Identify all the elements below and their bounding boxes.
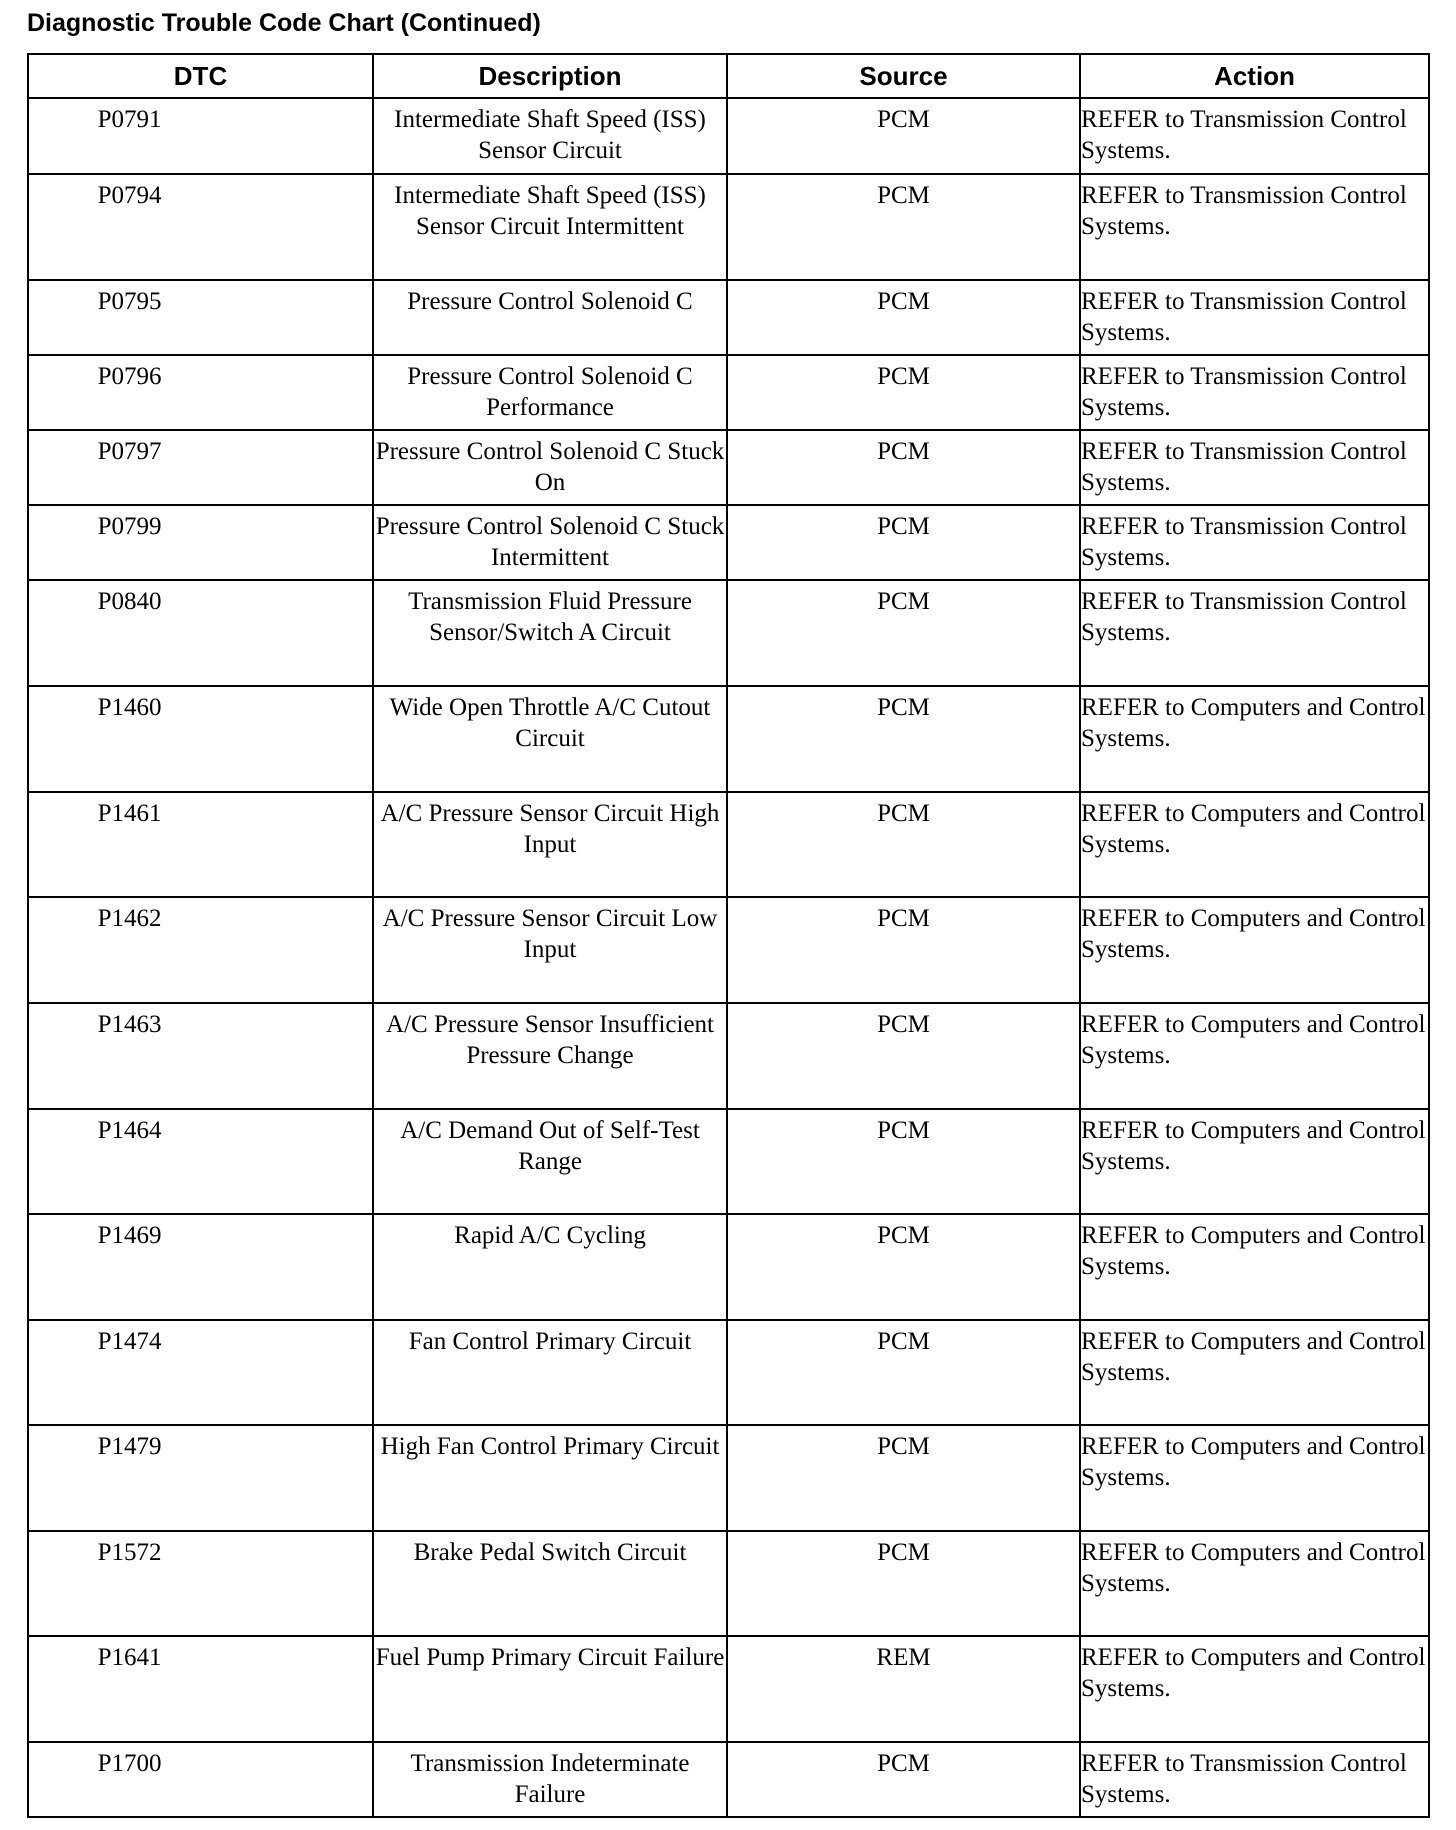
action-cell-text: REFER to Computers and Control Systems. bbox=[1081, 1222, 1426, 1280]
source-cell-text: PCM bbox=[877, 513, 930, 540]
page-title: Diagnostic Trouble Code Chart (Continued) bbox=[27, 9, 541, 37]
table-body bbox=[28, 98, 1429, 1817]
action-cell bbox=[1080, 355, 1429, 430]
action-cell bbox=[1080, 430, 1429, 505]
source-cell bbox=[727, 98, 1080, 174]
dtc-cell bbox=[28, 1320, 373, 1425]
description-cell-text: Fuel Pump Primary Circuit Failure bbox=[375, 1644, 725, 1671]
description-cell bbox=[373, 1531, 727, 1636]
action-cell-text: REFER to Transmission Control Systems. bbox=[1081, 363, 1407, 421]
source-cell bbox=[727, 1636, 1080, 1742]
description-cell bbox=[373, 1742, 727, 1817]
description-cell bbox=[373, 1320, 727, 1425]
description-cell bbox=[373, 897, 727, 1003]
description-cell bbox=[373, 686, 727, 792]
source-cell-text: REM bbox=[876, 1644, 931, 1671]
dtc-cell bbox=[28, 98, 373, 174]
source-cell bbox=[727, 1531, 1080, 1636]
dtc-cell-text: P1474 bbox=[97, 1328, 162, 1355]
description-cell-text: High Fan Control Primary Circuit bbox=[380, 1433, 720, 1460]
source-cell-text: PCM bbox=[877, 1117, 930, 1144]
action-cell bbox=[1080, 686, 1429, 792]
source-cell-text: PCM bbox=[877, 1539, 930, 1566]
action-cell-text: REFER to Computers and Control Systems. bbox=[1081, 694, 1426, 752]
action-cell-text: REFER to Computers and Control Systems. bbox=[1081, 905, 1426, 963]
action-cell bbox=[1080, 98, 1429, 174]
table-row bbox=[28, 1003, 1429, 1109]
action-cell bbox=[1080, 1742, 1429, 1817]
source-cell bbox=[727, 355, 1080, 430]
dtc-cell bbox=[28, 1109, 373, 1214]
action-cell-text: REFER to Computers and Control Systems. bbox=[1081, 1011, 1426, 1069]
action-cell-text: REFER to Computers and Control Systems. bbox=[1081, 1644, 1426, 1702]
table-row bbox=[28, 505, 1429, 580]
description-cell bbox=[373, 792, 727, 897]
dtc-cell bbox=[28, 1742, 373, 1817]
description-cell-text: Pressure Control Solenoid C Stuck On bbox=[375, 438, 725, 496]
dtc-cell-text: P1572 bbox=[97, 1539, 162, 1566]
column-header-source: Source bbox=[727, 54, 1080, 98]
table-row bbox=[28, 792, 1429, 897]
dtc-cell bbox=[28, 686, 373, 792]
dtc-cell bbox=[28, 174, 373, 280]
dtc-cell-text: P0794 bbox=[97, 182, 162, 209]
table-row bbox=[28, 897, 1429, 1003]
dtc-cell bbox=[28, 505, 373, 580]
action-cell-text: REFER to Computers and Control Systems. bbox=[1081, 1328, 1426, 1386]
dtc-cell-text: P1463 bbox=[97, 1011, 162, 1038]
action-cell-text: REFER to Computers and Control Systems. bbox=[1081, 1117, 1426, 1175]
source-cell bbox=[727, 1742, 1080, 1817]
table-row bbox=[28, 1636, 1429, 1742]
dtc-cell-text: P1460 bbox=[97, 694, 162, 721]
table-row bbox=[28, 1742, 1429, 1817]
source-cell bbox=[727, 1003, 1080, 1109]
dtc-cell bbox=[28, 1003, 373, 1109]
source-cell-text: PCM bbox=[877, 182, 930, 209]
action-cell-text: REFER to Transmission Control Systems. bbox=[1081, 288, 1407, 346]
description-cell-text: A/C Demand Out of Self-Test Range bbox=[400, 1117, 700, 1175]
action-cell-text: REFER to Transmission Control Systems. bbox=[1081, 588, 1407, 646]
action-cell bbox=[1080, 1425, 1429, 1531]
dtc-cell-text: P1462 bbox=[97, 905, 162, 932]
description-cell-text: Pressure Control Solenoid C bbox=[407, 288, 693, 315]
description-cell bbox=[373, 430, 727, 505]
source-cell-text: PCM bbox=[877, 363, 930, 390]
dtc-cell-text: P0796 bbox=[97, 363, 162, 390]
action-cell bbox=[1080, 505, 1429, 580]
source-cell bbox=[727, 280, 1080, 355]
dtc-cell-text: P1461 bbox=[97, 800, 162, 827]
table-row bbox=[28, 1425, 1429, 1531]
source-cell-text: PCM bbox=[877, 694, 930, 721]
table-row bbox=[28, 1109, 1429, 1214]
dtc-cell bbox=[28, 355, 373, 430]
dtc-cell-text: P1700 bbox=[97, 1750, 162, 1777]
action-cell-text: REFER to Computers and Control Systems. bbox=[1081, 1433, 1426, 1491]
dtc-cell bbox=[28, 1214, 373, 1320]
source-cell-text: PCM bbox=[877, 288, 930, 315]
column-header-action: Action bbox=[1080, 54, 1429, 98]
description-cell-text: Transmission Indeterminate Failure bbox=[410, 1750, 690, 1808]
description-cell bbox=[373, 1636, 727, 1742]
action-cell-text: REFER to Transmission Control Systems. bbox=[1081, 182, 1407, 240]
dtc-cell bbox=[28, 580, 373, 686]
description-cell bbox=[373, 1425, 727, 1531]
source-cell-text: PCM bbox=[877, 106, 930, 133]
source-cell-text: PCM bbox=[877, 1011, 930, 1038]
source-cell-text: PCM bbox=[877, 800, 930, 827]
action-cell-text: REFER to Transmission Control Systems. bbox=[1081, 438, 1407, 496]
description-cell-text: Intermediate Shaft Speed (ISS) Sensor Circuit bbox=[394, 106, 706, 164]
description-cell-text: A/C Pressure Sensor Insufficient Pressure Change bbox=[386, 1011, 714, 1069]
action-cell bbox=[1080, 580, 1429, 686]
description-cell-text: A/C Pressure Sensor Circuit Low Input bbox=[382, 905, 718, 963]
column-header-description: Description bbox=[373, 54, 727, 98]
description-cell-text: Pressure Control Solenoid C Stuck Intermittent bbox=[375, 513, 725, 571]
table-row bbox=[28, 686, 1429, 792]
action-cell bbox=[1080, 792, 1429, 897]
source-cell-text: PCM bbox=[877, 1750, 930, 1777]
source-cell-text: PCM bbox=[877, 588, 930, 615]
description-cell-text: Intermediate Shaft Speed (ISS) Sensor Circuit Intermittent bbox=[394, 182, 706, 240]
source-cell-text: PCM bbox=[877, 1433, 930, 1460]
dtc-cell bbox=[28, 792, 373, 897]
header-row bbox=[28, 54, 1429, 98]
source-cell bbox=[727, 1425, 1080, 1531]
description-cell bbox=[373, 174, 727, 280]
description-cell-text: Fan Control Primary Circuit bbox=[408, 1328, 692, 1355]
description-cell-text: A/C Pressure Sensor Circuit High Input bbox=[380, 800, 720, 858]
action-cell bbox=[1080, 1531, 1429, 1636]
dtc-cell bbox=[28, 1531, 373, 1636]
action-cell bbox=[1080, 174, 1429, 280]
source-cell-text: PCM bbox=[877, 905, 930, 932]
action-cell-text: REFER to Transmission Control Systems. bbox=[1081, 1750, 1407, 1808]
dtc-cell-text: P0799 bbox=[97, 513, 162, 540]
dtc-cell bbox=[28, 1425, 373, 1531]
dtc-cell bbox=[28, 280, 373, 355]
dtc-cell-text: P0797 bbox=[97, 438, 162, 465]
dtc-cell-text: P1469 bbox=[97, 1222, 162, 1249]
action-cell bbox=[1080, 1109, 1429, 1214]
description-cell bbox=[373, 1003, 727, 1109]
dtc-cell-text: P0840 bbox=[97, 588, 162, 615]
source-cell-text: PCM bbox=[877, 1328, 930, 1355]
description-cell-text: Pressure Control Solenoid C Performance bbox=[407, 363, 693, 421]
table-row bbox=[28, 174, 1429, 280]
description-cell bbox=[373, 1214, 727, 1320]
table-header bbox=[28, 54, 1429, 98]
description-cell-text: Rapid A/C Cycling bbox=[454, 1222, 646, 1249]
action-cell-text: REFER to Computers and Control Systems. bbox=[1081, 1539, 1426, 1597]
source-cell-text: PCM bbox=[877, 1222, 930, 1249]
dtc-cell bbox=[28, 1636, 373, 1742]
action-cell-text: REFER to Transmission Control Systems. bbox=[1081, 513, 1407, 571]
dtc-cell bbox=[28, 430, 373, 505]
description-cell-text: Transmission Fluid Pressure Sensor/Switch A Circuit bbox=[408, 588, 692, 646]
action-cell bbox=[1080, 1214, 1429, 1320]
action-cell bbox=[1080, 1636, 1429, 1742]
action-cell bbox=[1080, 1320, 1429, 1425]
description-cell bbox=[373, 505, 727, 580]
table-row bbox=[28, 430, 1429, 505]
description-cell bbox=[373, 1109, 727, 1214]
source-cell bbox=[727, 580, 1080, 686]
description-cell bbox=[373, 580, 727, 686]
source-cell bbox=[727, 686, 1080, 792]
description-cell-text: Brake Pedal Switch Circuit bbox=[413, 1539, 687, 1566]
action-cell bbox=[1080, 897, 1429, 1003]
source-cell bbox=[727, 1214, 1080, 1320]
dtc-cell bbox=[28, 897, 373, 1003]
table-row bbox=[28, 280, 1429, 355]
dtc-cell-text: P1479 bbox=[97, 1433, 162, 1460]
source-cell bbox=[727, 1320, 1080, 1425]
dtc-cell-text: P1464 bbox=[97, 1117, 162, 1144]
dtc-cell-text: P0791 bbox=[97, 106, 162, 133]
action-cell-text: REFER to Computers and Control Systems. bbox=[1081, 800, 1426, 858]
dtc-cell-text: P1641 bbox=[97, 1644, 162, 1671]
source-cell bbox=[727, 897, 1080, 1003]
description-cell-text: Wide Open Throttle A/C Cutout Circuit bbox=[389, 694, 711, 752]
description-cell bbox=[373, 280, 727, 355]
source-cell bbox=[727, 174, 1080, 280]
source-cell bbox=[727, 505, 1080, 580]
table-row bbox=[28, 580, 1429, 686]
column-header-dtc: DTC bbox=[28, 54, 373, 98]
table-row bbox=[28, 355, 1429, 430]
source-cell bbox=[727, 430, 1080, 505]
source-cell bbox=[727, 1109, 1080, 1214]
dtc-table bbox=[27, 53, 1430, 1818]
source-cell-text: PCM bbox=[877, 438, 930, 465]
description-cell bbox=[373, 355, 727, 430]
source-cell bbox=[727, 792, 1080, 897]
table-row bbox=[28, 1320, 1429, 1425]
description-cell bbox=[373, 98, 727, 174]
action-cell bbox=[1080, 280, 1429, 355]
table-row bbox=[28, 1531, 1429, 1636]
table-row bbox=[28, 98, 1429, 174]
action-cell-text: REFER to Transmission Control Systems. bbox=[1081, 106, 1407, 164]
dtc-cell-text: P0795 bbox=[97, 288, 162, 315]
action-cell bbox=[1080, 1003, 1429, 1109]
table-row bbox=[28, 1214, 1429, 1320]
